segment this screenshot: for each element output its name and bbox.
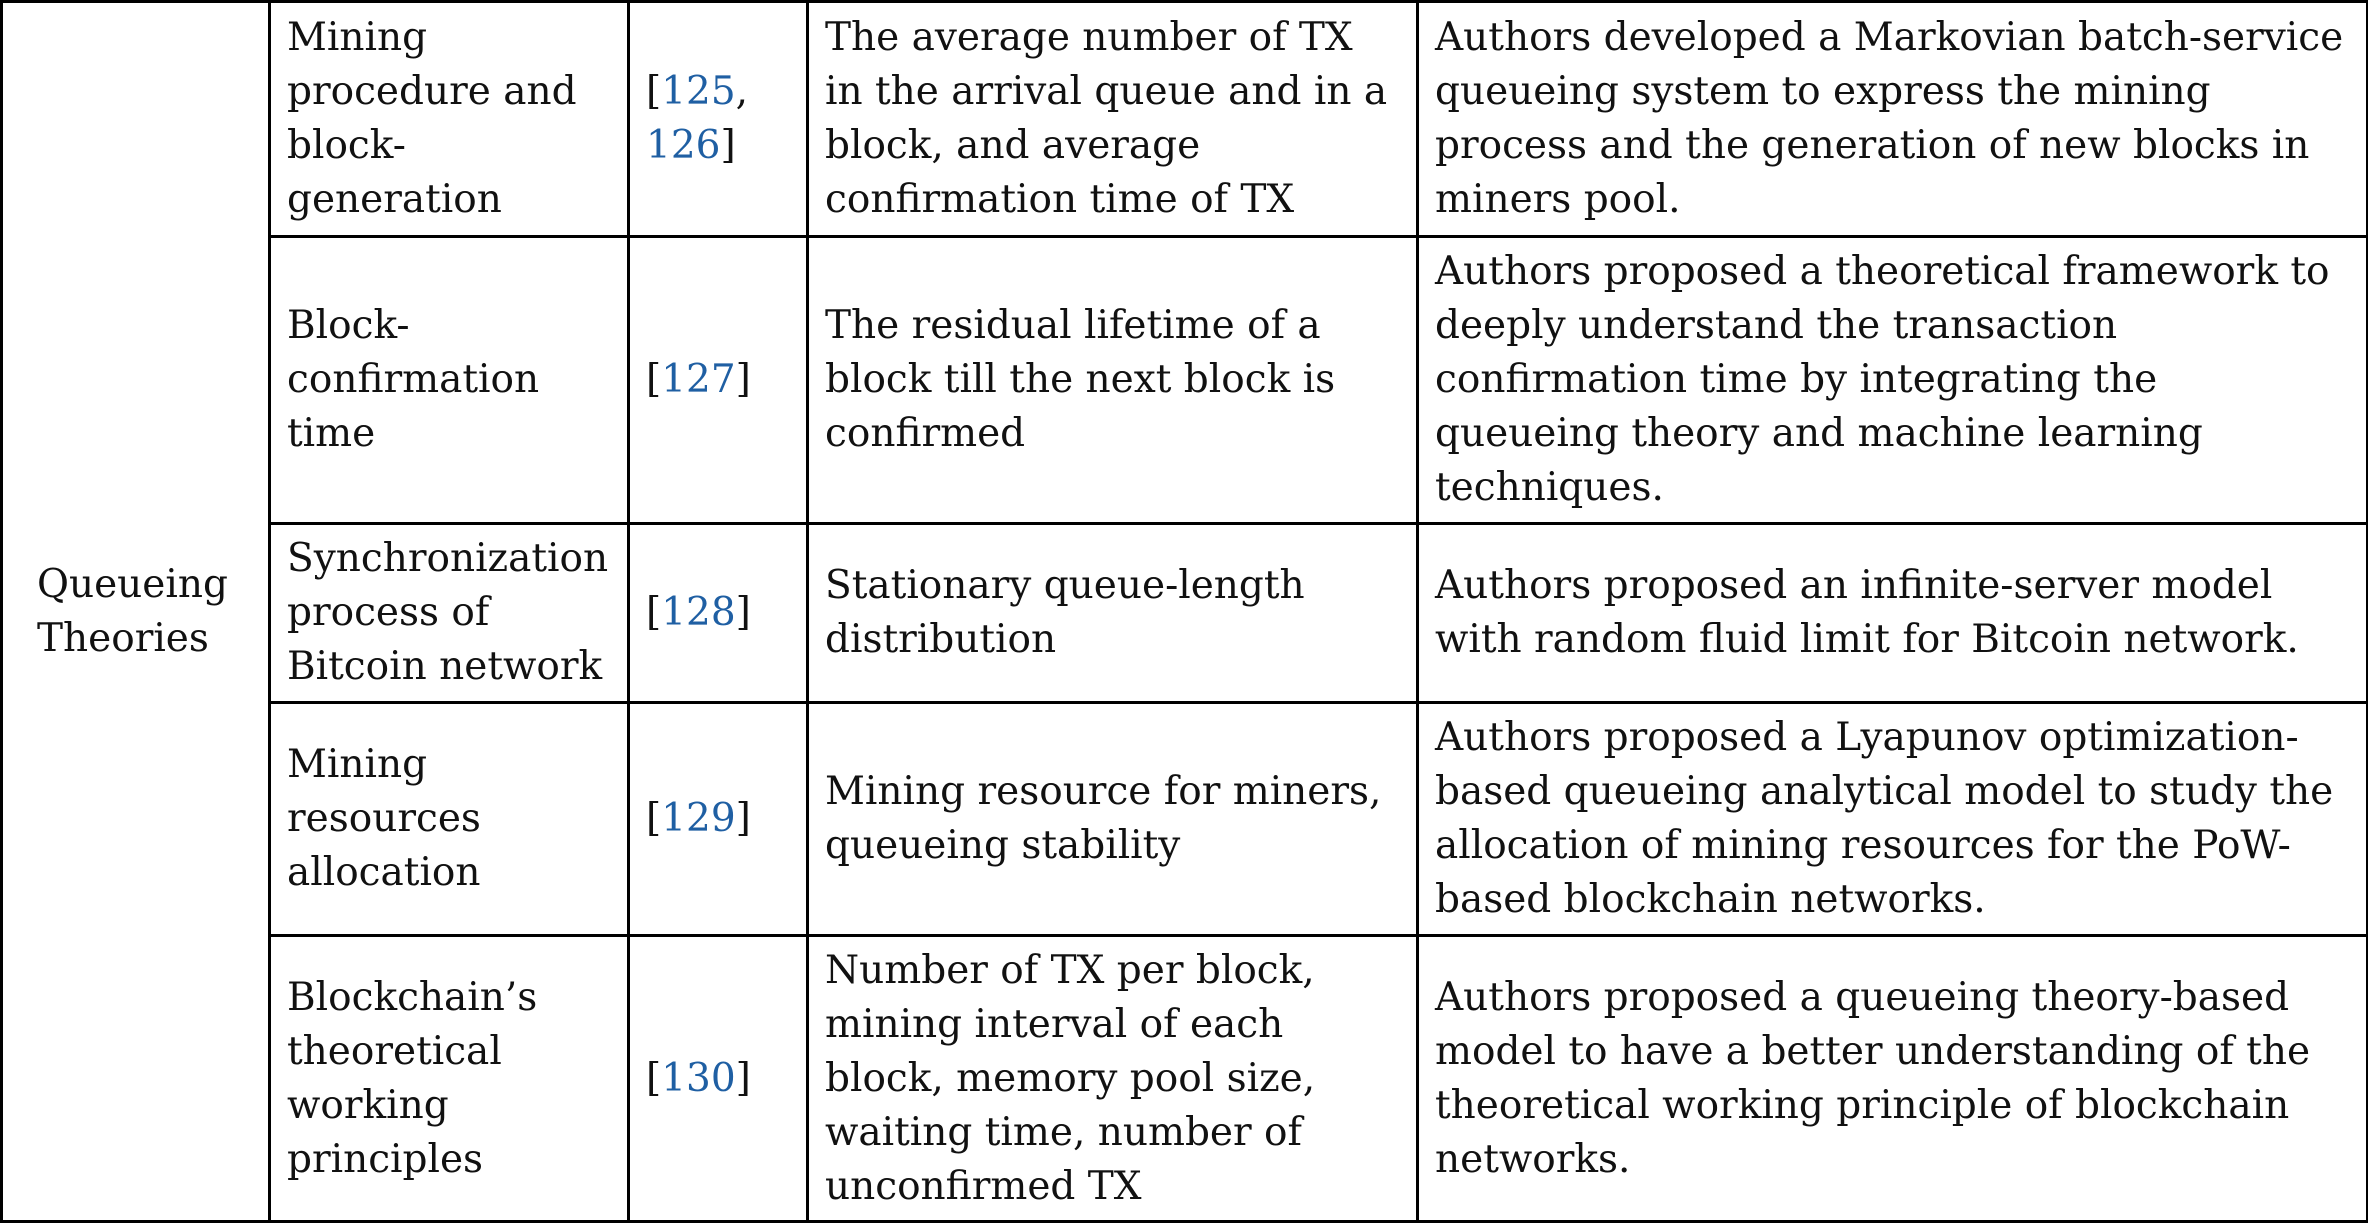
- reference-cell: [128]: [629, 524, 808, 703]
- table-row: [2, 936, 2368, 1222]
- summary-cell: Authors proposed an infinite-server model with random fluid limit for Bitcoin network.: [1418, 524, 2368, 703]
- citation-link[interactable]: 128: [661, 590, 736, 635]
- summary-cell: Authors proposed a theoretical framework to deeply understand the transaction confirmation time by integrating the queueing theory and machine learning techniques.: [1418, 237, 2368, 524]
- reference-cell: [130]: [629, 936, 808, 1222]
- table-row: [2, 524, 2368, 703]
- reference-cell: [127]: [629, 237, 808, 524]
- topic-cell: Synchronization process of Bitcoin network: [270, 524, 629, 703]
- table-row: [2, 237, 2368, 524]
- topic-cell: Mining procedure and block-generation: [270, 2, 629, 237]
- summary-cell: Authors proposed a queueing theory-based model to have a better understanding of the theoretical working principle of blockchain networks.: [1418, 936, 2368, 1222]
- metrics-cell: The average number of TX in the arrival queue and in a block, and average confirmation time of TX: [808, 2, 1418, 237]
- citation-link[interactable]: 127: [661, 357, 736, 402]
- reference-cell: [129]: [629, 703, 808, 936]
- citation-link[interactable]: 126: [646, 123, 721, 168]
- citation-link[interactable]: 130: [661, 1055, 736, 1101]
- table-row: [2, 2, 2368, 237]
- summary-cell: Authors proposed a Lyapunov optimization-based queueing analytical model to study the allocation of mining resources for the PoW-based blockchain networks.: [1418, 703, 2368, 936]
- table-row: [2, 703, 2368, 936]
- metrics-cell: The residual lifetime of a block till the next block is confirmed: [808, 237, 1418, 524]
- citation-link[interactable]: 129: [661, 796, 736, 841]
- metrics-cell: Mining resource for miners, queueing stability: [808, 703, 1418, 936]
- metrics-cell: Stationary queue-length distribution: [808, 524, 1418, 703]
- topic-cell: Block-confirmation time: [270, 237, 629, 524]
- topic-cell: Blockchain’s theoretical working principles: [270, 936, 629, 1222]
- metrics-cell: Number of TX per block, mining interval of each block, memory pool size, waiting time, number of unconfirmed TX: [808, 936, 1418, 1222]
- topic-cell: Mining resources allocation: [270, 703, 629, 936]
- reference-cell: [125, 126]: [629, 2, 808, 237]
- summary-cell: Authors developed a Markovian batch-service queueing system to express the mining process and the generation of new blocks in miners pool.: [1418, 2, 2368, 237]
- citation-link[interactable]: 125: [661, 69, 736, 114]
- category-cell: Queueing Theories: [2, 2, 270, 1222]
